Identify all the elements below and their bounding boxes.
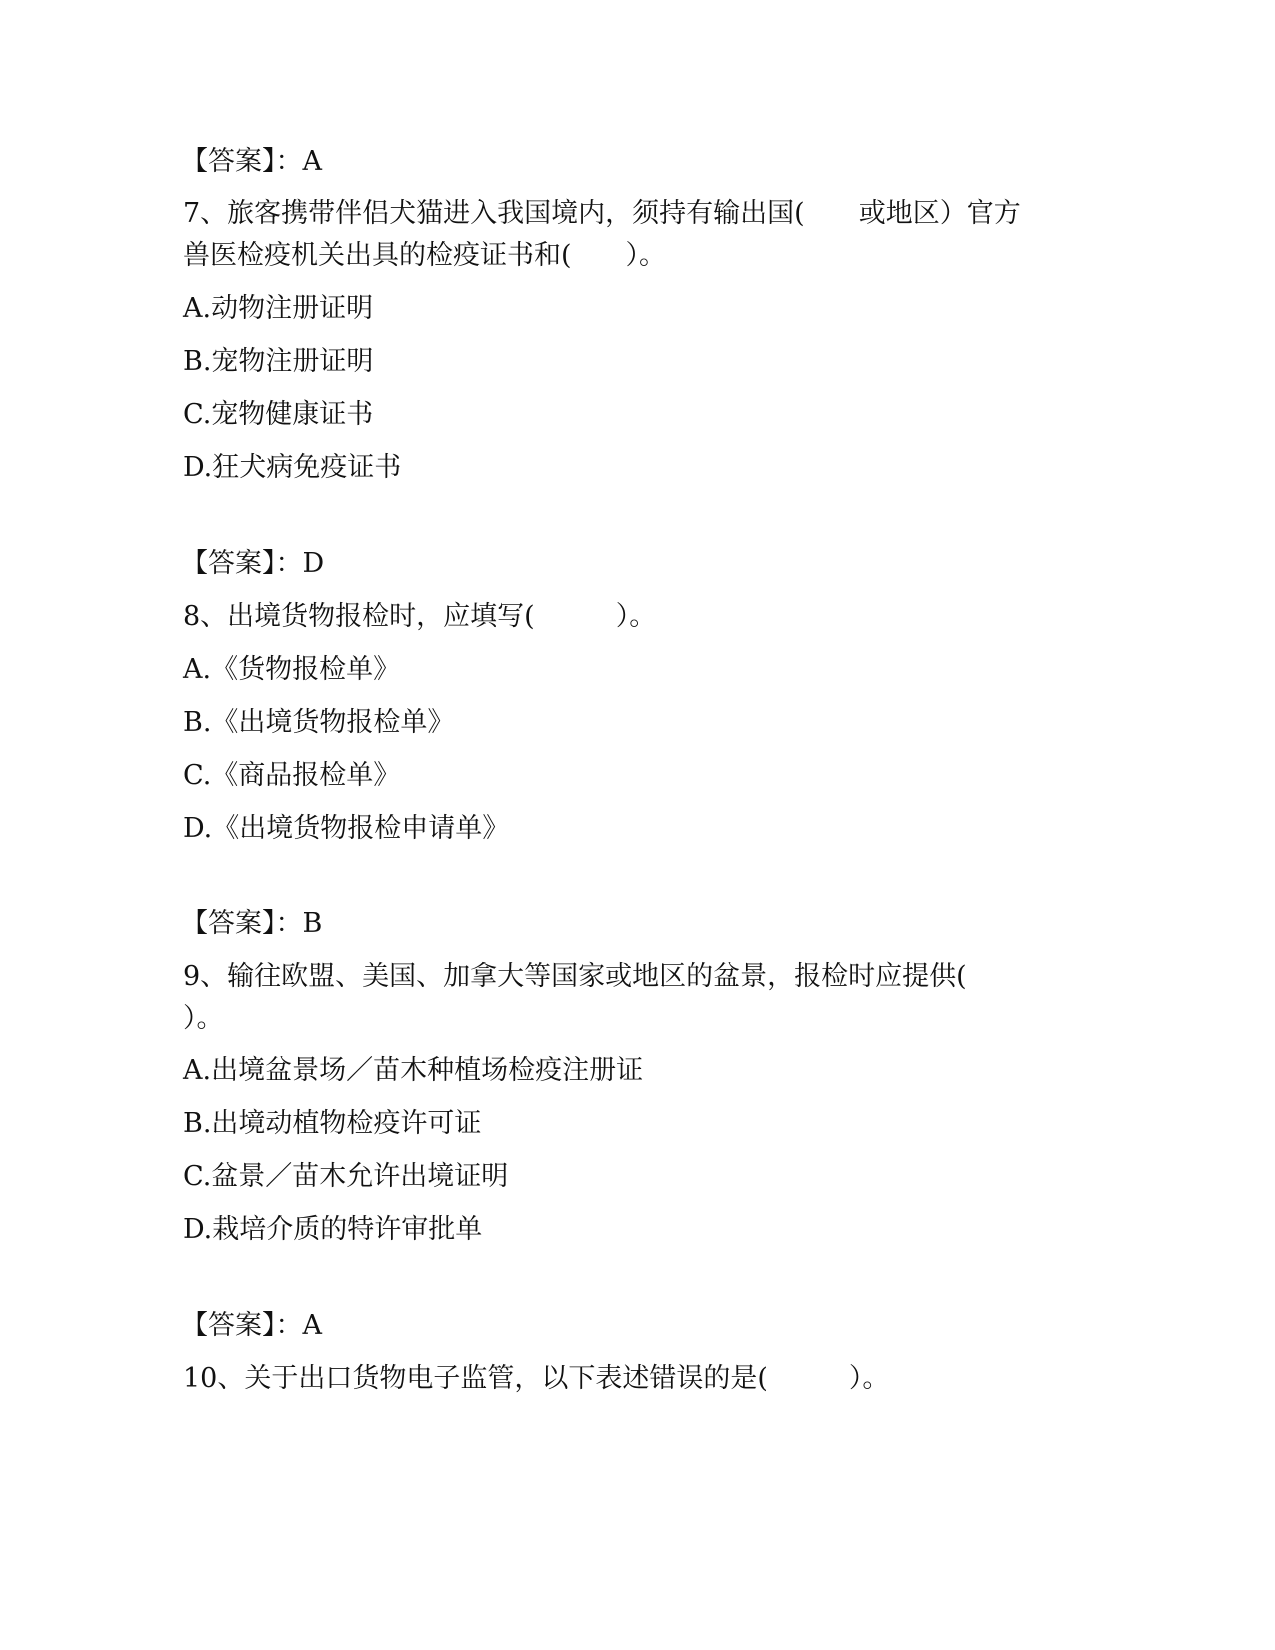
option-b: B.《出境货物报检单》 [183,707,455,738]
question-8-line-1: 8、出境货物报检时，应填写( ）。 [183,601,657,632]
option-a: A.动物注册证明 [183,293,374,324]
answer-line: 【答案】：B [181,908,323,939]
option-c: C.宠物健康证书 [183,399,374,430]
option-b: B.宠物注册证明 [183,346,374,377]
answer-line: 【答案】：D [181,548,325,579]
option-a: A.《货物报检单》 [183,654,401,685]
question-10-line-1: 10、关于出口货物电子监管，以下表述错误的是( ）。 [183,1363,890,1394]
question-7-line-2: 兽医检疫机关出具的检疫证书和( ）。 [183,240,667,271]
option-b: B.出境动植物检疫许可证 [183,1108,482,1139]
question-9-line-1: 9、输往欧盟、美国、加拿大等国家或地区的盆景，报检时应提供( [183,961,967,992]
option-c: C.《商品报检单》 [183,760,401,791]
option-d: D.《出境货物报检申请单》 [183,813,510,844]
option-d: D.栽培介质的特许审批单 [183,1214,483,1245]
option-a: A.出境盆景场／苗木种植场检疫注册证 [183,1055,644,1086]
answer-line: 【答案】：A [181,1310,322,1341]
answer-line: 【答案】：A [181,146,322,177]
option-c: C.盆景／苗木允许出境证明 [183,1161,509,1192]
question-7-line-1: 7、旅客携带伴侣犬猫进入我国境内，须持有输出国( 或地区）官方 [183,198,1021,229]
question-9-line-2: ）。 [183,1003,224,1034]
option-d: D.狂犬病免疫证书 [183,452,402,483]
